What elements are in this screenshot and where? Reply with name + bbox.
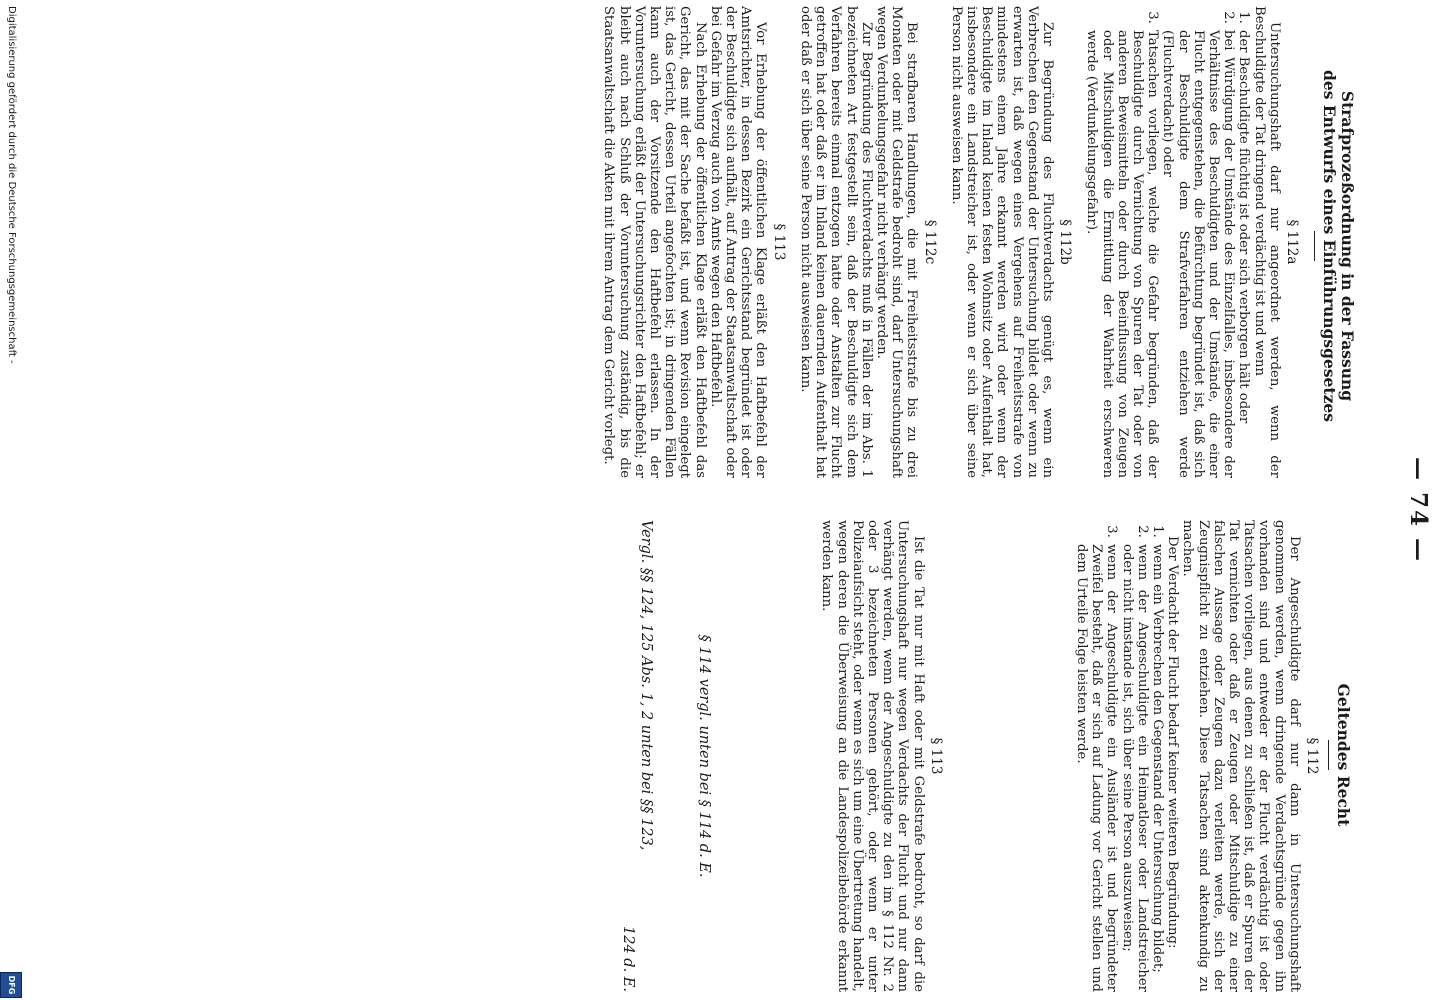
column-gap [946, 520, 1074, 992]
enumerated-list [1074, 520, 1165, 992]
left-column-heading [1314, 1, 1356, 491]
digitization-credit [0, 0, 28, 1000]
right-column-heading [1328, 510, 1352, 1000]
paragraph: Ist die Tat nur mit Haft oder mit Geldstrafe bedroht, so darf die Untersuchungshaft nur wegen Verdachts der Flucht und nur dann verhängt werden, wenn der Angeschuldigte zu den im § 112 Nr. 2 oder 3 bezeichneten Personen gehört, oder wenn er unter Polizeiaufsicht steht, oder wenn es sich um eine Übertretung handelt, wegen deren die Überweisung an die Landespolizeibehörde erkannt werden kann. [819, 520, 926, 992]
paragraph: Nach Erhebung der öffentlichen Klage erläßt den Haftbefehl das Gericht, das mit der Sache befaßt ist, und wenn Revision eingelegt ist, das Gericht, dessen Urteil angefochten ist; in dringenden Fällen kann auch der Vorsitzende den Haftbefehl erlassen. In der Voruntersuchung erläßt der Untersuchungsrichter den Haftbefehl; er bleibt auch nach Schluß der Voruntersuchung zuständig, bis die Staatsanwaltschaft die Akten mit ihrem Antrag dem Gericht vorlegt. [601, 6, 708, 478]
heading-line: Strafprozeßordnung in der Fassung [1338, 90, 1357, 402]
paragraph: Bei strafbaren Handlungen, die mit Freiheitsstrafe bis zu drei Monaten oder mit Geldstrafe bedroht sind, darf Untersuchungshaft wegen Verdunkelungsgefahr nicht verhängt werden. [873, 6, 920, 478]
section-title: § 112 [1304, 737, 1320, 775]
list-item: 2. wenn der Angeschuldigte ein Heimatloser oder Landstreicher oder nicht imstande ist, sich über seine Person auszuweisen; [1119, 542, 1149, 992]
heading-line: des Entwurfs eines Einführungsgesetzes [1320, 70, 1339, 422]
paragraph: Vor Erhebung der öffentlichen Klage erläßt den Haftbefehl der Amtsrichter, in dessen Bezirk ein Gerichtsstand begründet ist oder der Beschuldigte sich aufhält, auf Antrag der Staatsanwaltschaft oder bei Gefahr im Verzug auch von Amts wegen den Haftbefehl. [707, 6, 769, 478]
left-column [601, 6, 1302, 478]
paragraph: Untersuchungshaft darf nur angeordnet werden, wenn der Beschuldigte der Tat dringend verdächtig ist und wenn [1251, 6, 1282, 478]
list-item: 3. wenn der Angeschuldigte ein Ausländer ist und begründeter Zweifel besteht, daß er sich auf Ladung vor Gericht stellen und dem Urteile Folge leisten werde. [1074, 542, 1120, 992]
column-gap [713, 520, 819, 992]
right-column [619, 520, 1322, 992]
cross-reference: § 114 vergl. unten bei § 114 d. E. [696, 634, 713, 878]
paragraph: Der Verdacht der Flucht bedarf keiner weiteren Begründung: [1165, 536, 1181, 949]
list-item: 1. der Beschuldigte flüchtig ist oder sich verborgen hält oder [1236, 28, 1251, 478]
paragraph: Der Angeschuldigte darf nur dann in Untersuchungshaft genommen werden, wenn dringende Verdachtsgründe gegen ihn vorhanden sind und entweder er der Flucht verdächtig ist oder Tatsachen vorliegen, aus denen zu schließen ist, daß er Spuren der Tat vernichten oder daß er Zeugen oder Mitschuldige zu einer falschen Aussage oder Zeugen dazu verleiten werde, sich der Zeugnispflicht zu entziehen. Diese Tatsachen sind aktenkundig zu machen. [1180, 520, 1302, 992]
section-title: § 112b [1057, 219, 1074, 265]
credit-text: Digitalisierung gefördert durch die Deutsche Forschungsgemeinschaft - [6, 6, 17, 364]
column-gap [655, 520, 695, 992]
enumerated-list [1084, 6, 1251, 478]
list-item: 2. bei Würdigung der Umstände des Einzelfalles, insbesondere der Verhältnisse des Beschuldigten und der Umstände, die einer Flucht entgegenstehen, die Befürchtung begründet ist, daß sich der Beschuldigte dem Strafverfahren entziehen werde (Fluchtverdacht) oder [1160, 28, 1236, 478]
heading-rule [1314, 231, 1315, 261]
section-title: § 113 [770, 223, 787, 261]
paragraph: Zur Begründung des Fluchtverdachts muß in Fällen der im Abs. 1 bezeichneten Art festgestellt sein, daß der Beschuldigte sich dem Verfahren bereits einmal entzogen hatte oder Anstalten zur Flucht getroffen hat oder daß er im Inland keinen dauernden Aufenthalt hat oder daß er sich über seine Person nicht ausweisen kann. [797, 6, 874, 478]
paragraph: Zur Begründung des Fluchtverdachts genügt es, wenn ein Verbrechen den Gegenstand der Untersuchung bildet oder wenn zu erwarten ist, daß wegen eines Vergehens auf Freiheitsstrafe von mindestens einem Jahre erkannt werden wird oder wenn der Beschuldigte im Inland keinen festen Wohnsitz oder Aufenthalt hat, insbesondere ein Landstreicher ist, oder wenn er sich über seine Person nicht ausweisen kann. [948, 6, 1055, 478]
page-number: — 74 — [1405, 456, 1432, 564]
list-item: 3. Tatsachen vorliegen, welche die Gefahr begründen, daß der Beschuldigte durch Vernichtung von Spuren der Tat oder von anderen Beweismitteln oder durch Beeinflussung von Zeugen oder Mitschuldigen die Ermittlung der Wahrheit erschweren werde (Verdunkelungsgefahr). [1084, 28, 1160, 478]
dfg-logo-icon: DFG [0, 972, 22, 998]
cross-reference: Vergl. §§ 124, 125 Abs. 1, 2 unten bei §§ 123, [638, 520, 655, 851]
list-item: 1. wenn ein Verbrechen den Gegenstand der Untersuchung bildet; [1150, 542, 1165, 992]
section-title: § 112c [921, 219, 938, 265]
section-title: § 112a [1284, 219, 1300, 265]
cross-reference: 124 d. E. [620, 926, 637, 992]
heading-rule [1328, 740, 1329, 770]
heading-text: Geltendes Recht [1334, 683, 1353, 827]
section-title: § 113 [927, 737, 944, 775]
